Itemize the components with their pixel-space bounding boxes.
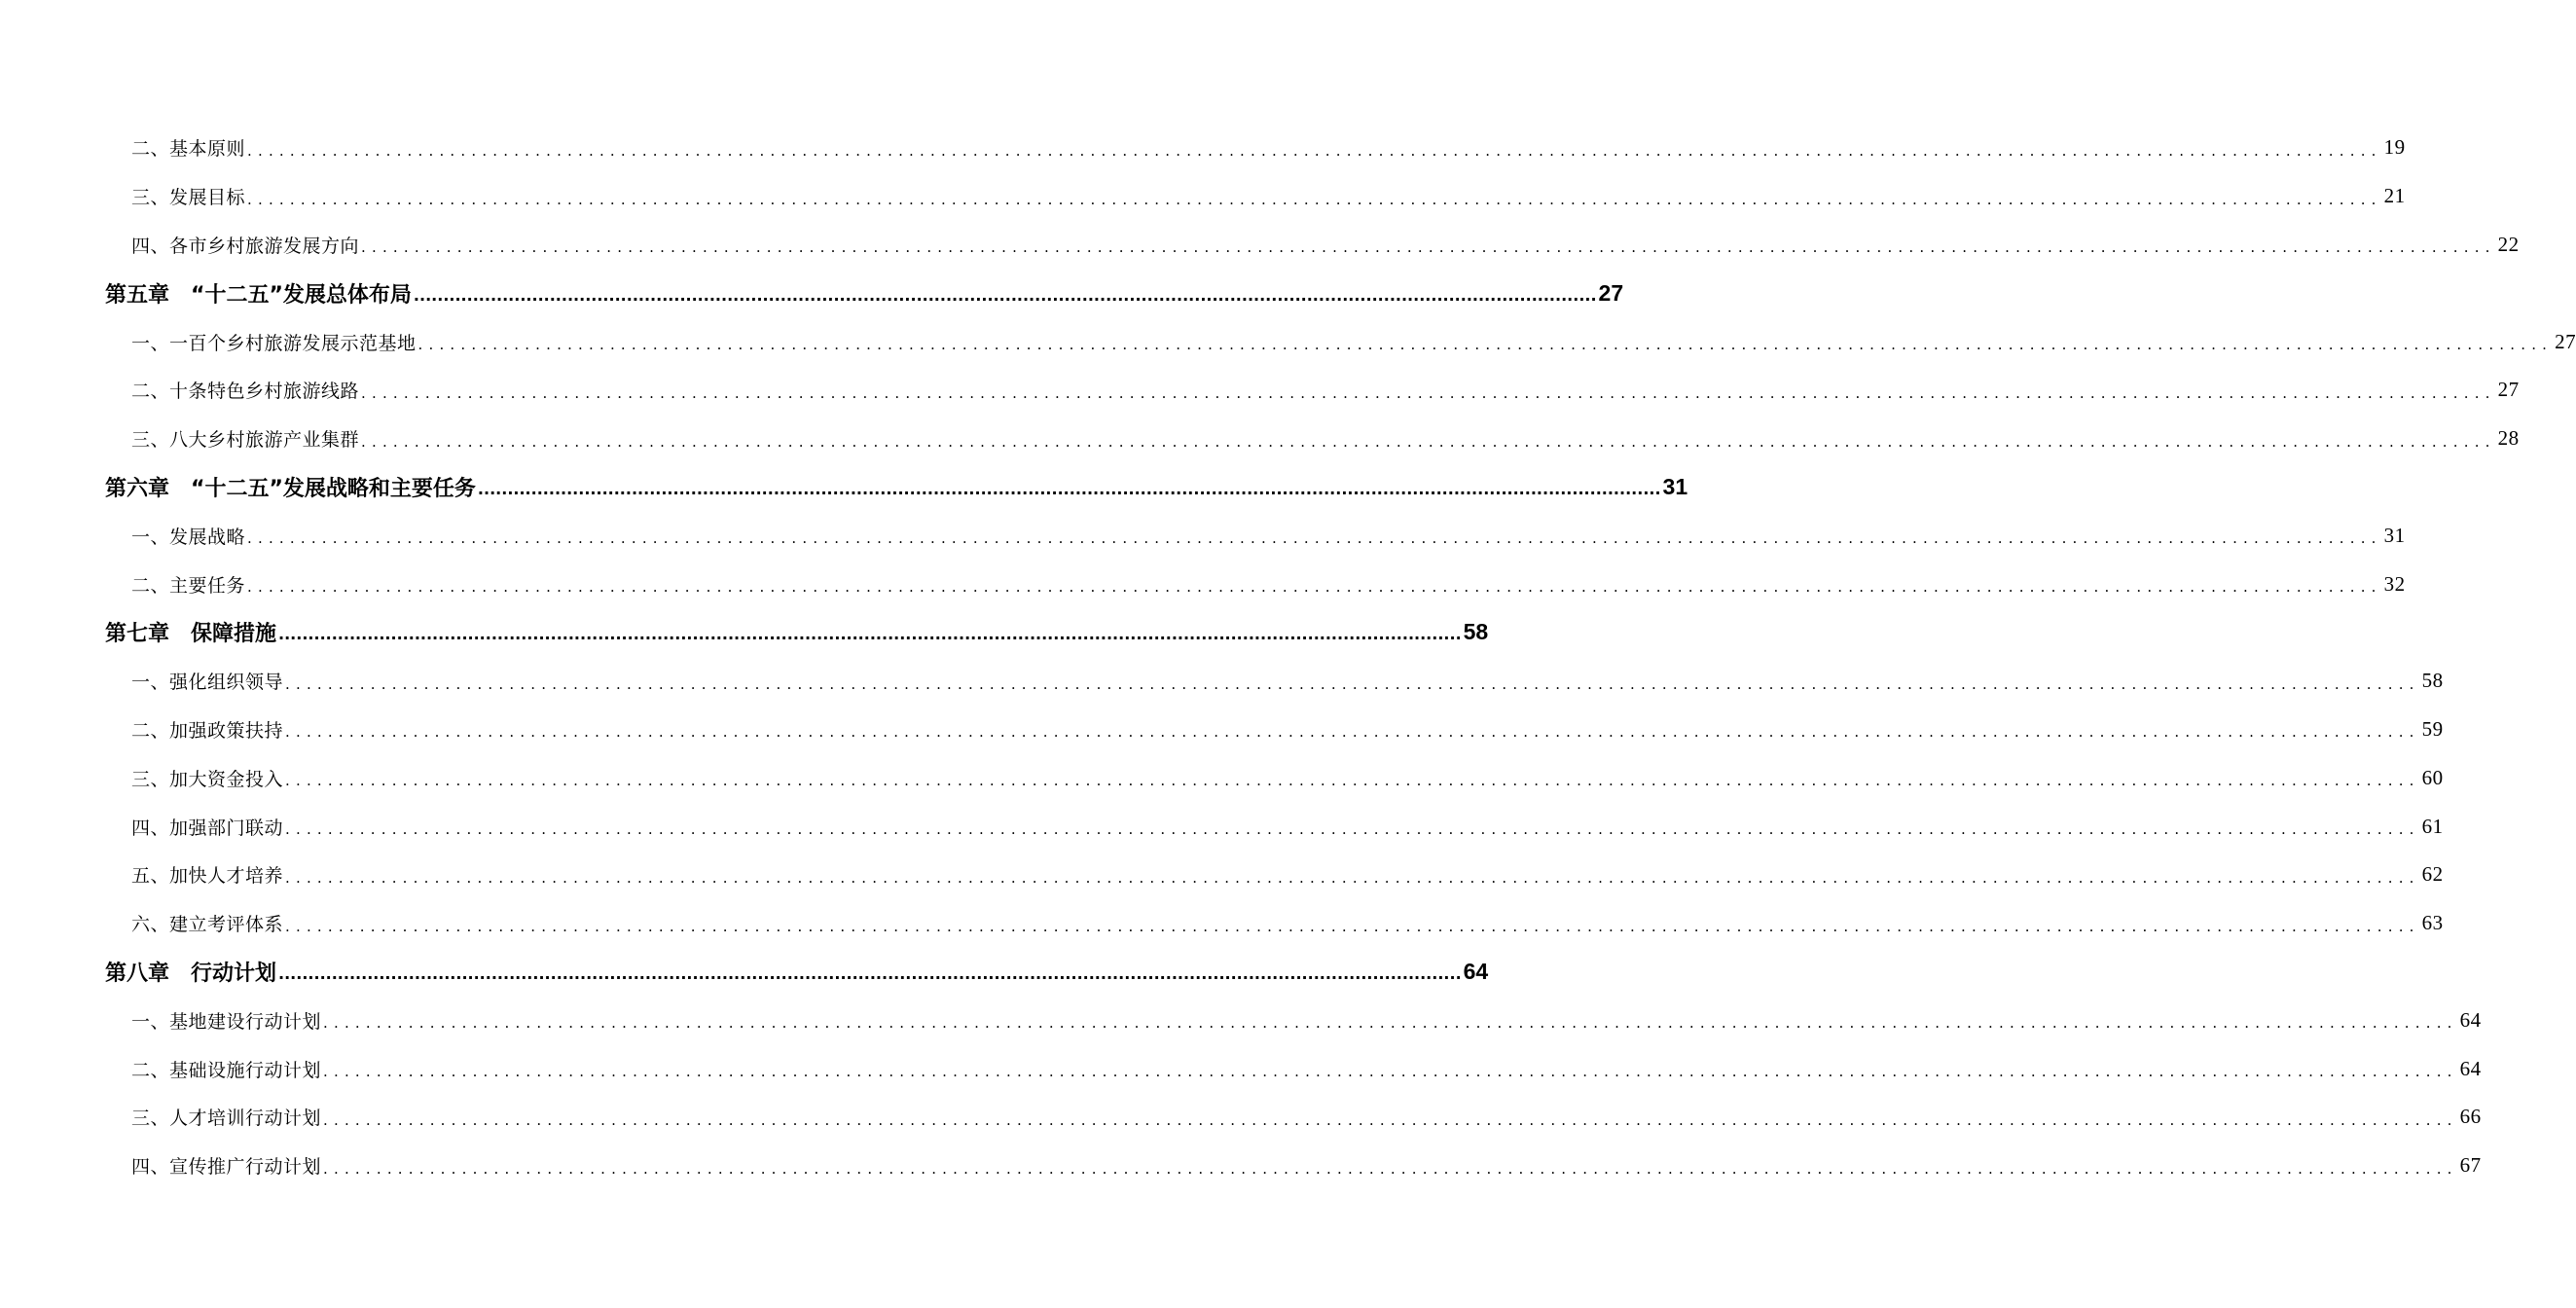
toc-entry-title: 二、十条特色乡村旅游线路: [131, 381, 360, 403]
toc-page-number: 22: [2497, 232, 2520, 256]
dot-leader: ........................................................................................................................................................................................................: [285, 723, 2420, 742]
toc-entry-section[interactable]: [0, 753, 2444, 802]
toc-page-number: 62: [2421, 862, 2444, 887]
toc-entry-section[interactable]: [0, 366, 2520, 415]
toc-entry-title: 一、基地建设行动计划: [131, 1010, 322, 1033]
dot-leader: ........................................................................................................................................................................................................: [285, 820, 2420, 839]
toc-page-number: 32: [2383, 571, 2406, 596]
toc-entry-title: 四、宣传推广行动计划: [131, 1156, 322, 1179]
toc-entry-section[interactable]: [0, 317, 2576, 366]
dot-leader: ........................................................................................................................................................................................................: [247, 529, 2382, 548]
dot-leader: ........................................................................................................................................................................................................: [477, 479, 1661, 498]
toc-entry-section[interactable]: [0, 511, 2406, 560]
toc-page-number: 66: [2459, 1105, 2482, 1129]
toc-entry-title: 第五章 “十二五”发展总体布局: [105, 282, 412, 308]
toc-entry-chapter[interactable]: [0, 608, 1489, 657]
dot-leader: ........................................................................................................................................................................................................: [247, 578, 2382, 597]
dot-leader: ........................................................................................................................................................................................................: [323, 1014, 2458, 1033]
toc-entry-section[interactable]: [0, 802, 2444, 851]
toc-entry-chapter[interactable]: [0, 269, 1624, 317]
toc-entry-section[interactable]: [0, 172, 2406, 221]
toc-page-number: 58: [2421, 669, 2444, 693]
toc-entry-title: 四、加强部门联动: [131, 817, 284, 839]
toc-page-number: 19: [2383, 135, 2406, 160]
dot-leader: ........................................................................................................................................................................................................: [247, 141, 2382, 160]
toc-entry-section[interactable]: [0, 706, 2444, 754]
toc-entry-title: 一、强化组织领导: [131, 672, 284, 694]
toc-page-number: 27: [2555, 329, 2576, 353]
dot-leader: ........................................................................................................................................................................................................: [278, 625, 1462, 644]
toc-page-number: 31: [2383, 523, 2406, 547]
toc-entry-section[interactable]: [0, 657, 2444, 706]
dot-leader: ........................................................................................................................................................................................................: [361, 383, 2496, 402]
dot-leader: ........................................................................................................................................................................................................: [361, 432, 2496, 451]
toc-page-number: 59: [2421, 716, 2444, 741]
toc-entry-title: 二、主要任务: [131, 574, 246, 597]
dot-leader: ........................................................................................................................................................................................................: [278, 963, 1462, 983]
dot-leader: ........................................................................................................................................................................................................: [285, 917, 2420, 935]
toc-page-number: 31: [1662, 473, 1688, 499]
toc-entry-title: 六、建立考评体系: [131, 914, 284, 936]
dot-leader: ........................................................................................................................................................................................................: [285, 674, 2420, 693]
dot-leader: ........................................................................................................................................................................................................: [285, 772, 2420, 790]
toc-entry-section[interactable]: [0, 996, 2482, 1044]
toc-page-number: 28: [2497, 426, 2520, 451]
dot-leader: ........................................................................................................................................................................................................: [323, 1110, 2458, 1129]
toc-entry-title: 第八章 行动计划: [105, 961, 277, 986]
dot-leader: ........................................................................................................................................................................................................: [361, 238, 2496, 257]
toc-page-number: 64: [2459, 1007, 2482, 1032]
toc-entry-title: 二、加强政策扶持: [131, 719, 284, 742]
toc-page-number: 60: [2421, 765, 2444, 789]
toc-entry-title: 三、八大乡村旅游产业集群: [131, 429, 360, 452]
toc-entry-section[interactable]: [0, 1093, 2482, 1142]
toc-page-number: 64: [2459, 1056, 2482, 1080]
toc-entry-section[interactable]: [0, 560, 2406, 608]
toc-entry-title: 一、一百个乡村旅游发展示范基地: [131, 332, 417, 354]
toc-entry-section[interactable]: [0, 851, 2444, 899]
toc-entry-title: 四、各市乡村旅游发展方向: [131, 235, 360, 257]
toc-page-number: 63: [2421, 911, 2444, 935]
toc-page-number: 27: [1598, 279, 1624, 306]
toc-entry-section[interactable]: [0, 1142, 2482, 1190]
toc-entry-title: 第七章 保障措施: [105, 622, 277, 647]
dot-leader: ........................................................................................................................................................................................................: [323, 1159, 2458, 1178]
dot-leader: ........................................................................................................................................................................................................: [323, 1063, 2458, 1081]
dot-leader: ........................................................................................................................................................................................................: [285, 868, 2420, 887]
toc-entry-title: 三、加大资金投入: [131, 768, 284, 790]
toc-entry-title: 三、人才培训行动计划: [131, 1108, 322, 1130]
toc-entry-section[interactable]: [0, 1044, 2482, 1093]
toc-page-number: 21: [2383, 184, 2406, 208]
dot-leader: ........................................................................................................................................................................................................: [417, 336, 2554, 354]
toc-page-number: 61: [2421, 814, 2444, 838]
toc-entry-section[interactable]: [0, 415, 2520, 463]
toc-entry-title: 第六章 “十二五”发展战略和主要任务: [105, 476, 476, 501]
toc-page-number: 67: [2459, 1153, 2482, 1178]
table-of-contents: [0, 124, 2576, 1190]
toc-entry-section[interactable]: [0, 124, 2406, 172]
toc-entry-chapter[interactable]: [0, 948, 1489, 997]
toc-page-number: 27: [2497, 378, 2520, 402]
dot-leader: ........................................................................................................................................................................................................: [247, 190, 2382, 208]
dot-leader: ........................................................................................................................................................................................................: [413, 285, 1597, 305]
toc-entry-title: 二、基本原则: [131, 138, 246, 161]
toc-page-number: 58: [1463, 619, 1489, 645]
toc-entry-chapter[interactable]: [0, 463, 1688, 512]
toc-entry-section[interactable]: [0, 899, 2444, 948]
toc-entry-title: 一、发展战略: [131, 526, 246, 548]
toc-entry-title: 二、基础设施行动计划: [131, 1059, 322, 1081]
toc-entry-section[interactable]: [0, 221, 2520, 270]
toc-entry-title: 五、加快人才培养: [131, 865, 284, 888]
toc-entry-title: 三、发展目标: [131, 187, 246, 209]
toc-page-number: 64: [1463, 958, 1489, 984]
